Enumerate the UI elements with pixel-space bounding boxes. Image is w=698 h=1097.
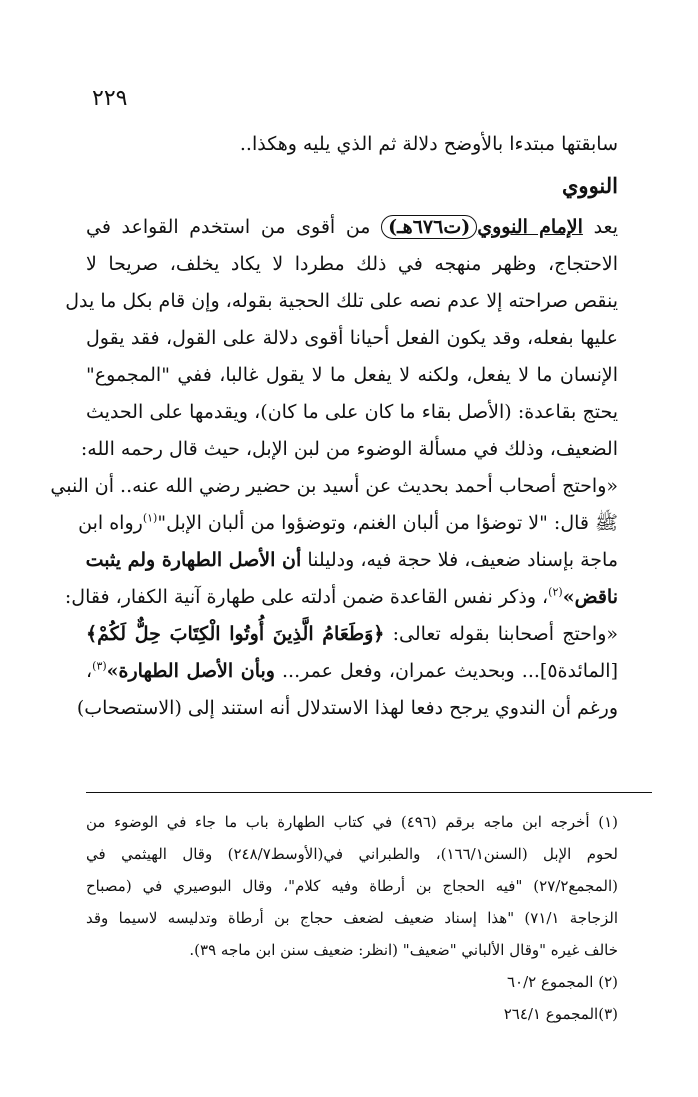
paragraph-line: الإنسان ما لا يفعل، ولكنه لا يفعل ما لا يقول غالبا، ففي "المجموع" <box>86 364 618 386</box>
paragraph-line: الاحتجاج، وظهر منهجه في ذلك مطردا لا يكاد يخلف، صريحا لا <box>86 253 618 275</box>
line-text: ماجة بإسناد ضعيف، فلا حجة فيه، ودليلنا <box>301 549 618 571</box>
footnote-line: (٣)المجموع ٢٦٤/١ <box>503 1005 618 1023</box>
footnote-line: (٢) المجموع ٦٠/٢ <box>506 973 618 991</box>
scholar-name: الإمام النووي <box>477 216 583 238</box>
footnote-ref-3: (٣) <box>92 659 107 673</box>
footnote-line: (المجمع٢٧/٢) "فيه الحجاج بن أرطاة وفيه كلام"، وقال البوصيري في (مصباح <box>86 877 618 895</box>
quran-verse: ﴿وَطَعَامُ الَّذِينَ أُوتُوا الْكِتَابَ حِلٌّ لَكُمْ﴾ <box>86 623 385 645</box>
bold-phrase: وبأن الأصل الطهارة» <box>106 660 275 682</box>
death-date-circled: (ت٦٧٦هـ) <box>381 215 477 239</box>
bold-phrase: ناقض» <box>562 586 618 608</box>
page-number: ٢٢٩ <box>92 86 128 111</box>
footnote-divider <box>86 792 652 793</box>
bold-phrase: أن الأصل الطهارة ولم يثبت <box>85 549 302 571</box>
paragraph-line <box>78 505 618 542</box>
line-text: رواه ابن <box>78 512 143 534</box>
section-heading: النووي <box>562 173 618 198</box>
body-text <box>50 126 619 727</box>
intro-line: سابقتها مبتدءا بالأوضح دلالة ثم الذي يليه وهكذا.. <box>239 133 618 155</box>
line-text: ، <box>86 660 93 682</box>
line-text: «واحتج أصحابنا بقوله تعالى: <box>384 623 619 645</box>
footnote-line: الزجاجة ٧١/١) "هذا إسناد ضعيف لضعف حجاج بن أرطاة وتدليسه لاسيما وقد <box>86 909 618 927</box>
line-text: ، وذكر نفس القاعدة ضمن أدلته على طهارة آنية الكفار، فقال: <box>64 586 549 608</box>
paragraph-line: يحتج بقاعدة: (الأصل بقاء ما كان على ما كان)، ويقدمها على الحديث <box>86 401 618 423</box>
paragraph-line: الضعيف، وذلك في مسألة الوضوء من لبن الإبل، حيث قال رحمه الله: <box>80 438 618 460</box>
paragraph-line: عليها بفعله، وقد يكون الفعل أحيانا أقوى دلالة على القول، فقد يقول <box>86 327 618 349</box>
paragraph-line: ينقص صراحته إلا عدم نصه على تلك الحجية بقوله، وإن قام بكل ما يدل <box>65 290 618 312</box>
line-text: يعد <box>582 216 619 238</box>
paragraph-line <box>64 579 618 616</box>
paragraph-line <box>86 616 618 653</box>
footnote-line: خالف غيره "وقال الألباني "ضعيف" (انظر: ضعيف سنن ابن ماجه ٣٩). <box>189 941 618 959</box>
line-text: ﷺ قال: "لا توضؤا من ألبان الغنم، وتوضؤوا من ألبان الإبل" <box>157 512 618 534</box>
paragraph-line: ورغم أن الندوي يرجح دفعا لهذا الاستدلال أنه استند إلى (الاستصحاب) <box>76 697 618 719</box>
line-text: من أقوى من استخدم القواعد في <box>86 216 382 238</box>
paragraph-line <box>86 209 618 246</box>
footnote-line: لحوم الإبل (السنن١٦٦/١)، والطبراني في(الأوسط٢٤٨/٧) وقال الهيثمي في <box>86 845 618 863</box>
paragraph-line <box>86 653 618 690</box>
footnote-line: (١) أخرجه ابن ماجه برقم (٤٩٦) في كتاب الطهارة باب ما جاء في الوضوء من <box>86 813 618 831</box>
footnote-ref-2: (٢) <box>548 585 563 599</box>
footnote-ref-1: (١) <box>142 511 158 525</box>
paragraph-line <box>86 542 618 579</box>
footnotes <box>86 806 618 1030</box>
paragraph-line: «واحتج أصحاب أحمد بحديث عن أسيد بن حضير رضي الله عنه.. أن النبي <box>50 475 618 497</box>
line-text: [المائدة٥]... وبحديث عمران، وفعل عمر... <box>274 660 619 682</box>
